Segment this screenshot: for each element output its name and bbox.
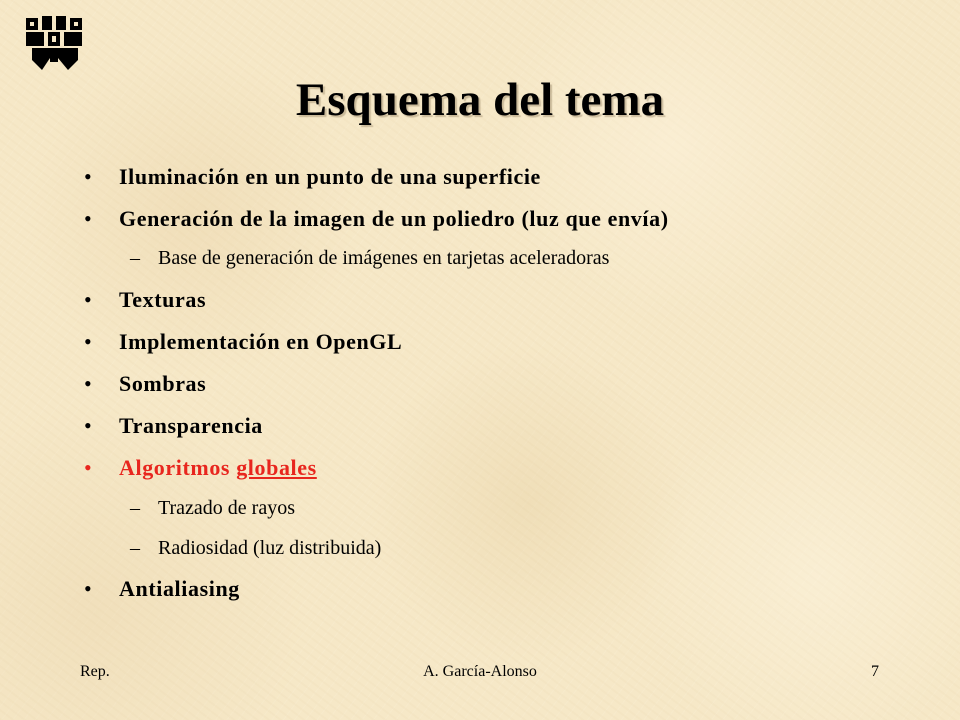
- list-item-label: Sombras: [119, 371, 207, 396]
- university-logo-icon: [24, 14, 86, 76]
- bullet-icon: •: [84, 413, 92, 438]
- list-item-label: Implementación en OpenGL: [119, 329, 403, 354]
- list-item-label: Transparencia: [119, 413, 263, 438]
- sub-list-item-label: Base de generación de imágenes en tarjetas aceleradoras: [158, 247, 610, 269]
- dash-icon: –: [130, 537, 140, 559]
- bullet-icon: •: [84, 206, 92, 231]
- dash-icon: –: [130, 497, 140, 519]
- page-number: 7: [871, 663, 879, 680]
- list-item-label: Antialiasing: [119, 576, 240, 601]
- list-item-label: Texturas: [119, 287, 207, 312]
- bullet-icon: •: [84, 287, 92, 312]
- list-item-label: Generación de la imagen de un poliedro (luz que envía): [119, 206, 669, 231]
- list-item-label-text: Algoritmos: [119, 455, 237, 480]
- bullet-icon: •: [84, 329, 92, 354]
- sub-list-item-label: Trazado de rayos: [158, 497, 296, 519]
- bullet-icon: •: [84, 455, 92, 480]
- footer-left-text: Rep.: [80, 663, 110, 680]
- list-item-label: [119, 455, 317, 481]
- sub-list-item-label: Radiosidad (luz distribuida): [158, 537, 382, 559]
- dash-icon: –: [130, 247, 140, 269]
- globales-link[interactable]: globales: [236, 455, 317, 480]
- footer-author: A. García-Alonso: [423, 663, 537, 680]
- slide-title: Esquema del tema: [295, 74, 665, 126]
- bullet-icon: •: [84, 576, 92, 601]
- list-item-label: Iluminación en un punto de una superficie: [119, 164, 541, 189]
- bullet-icon: •: [84, 371, 92, 396]
- bullet-icon: •: [84, 164, 92, 189]
